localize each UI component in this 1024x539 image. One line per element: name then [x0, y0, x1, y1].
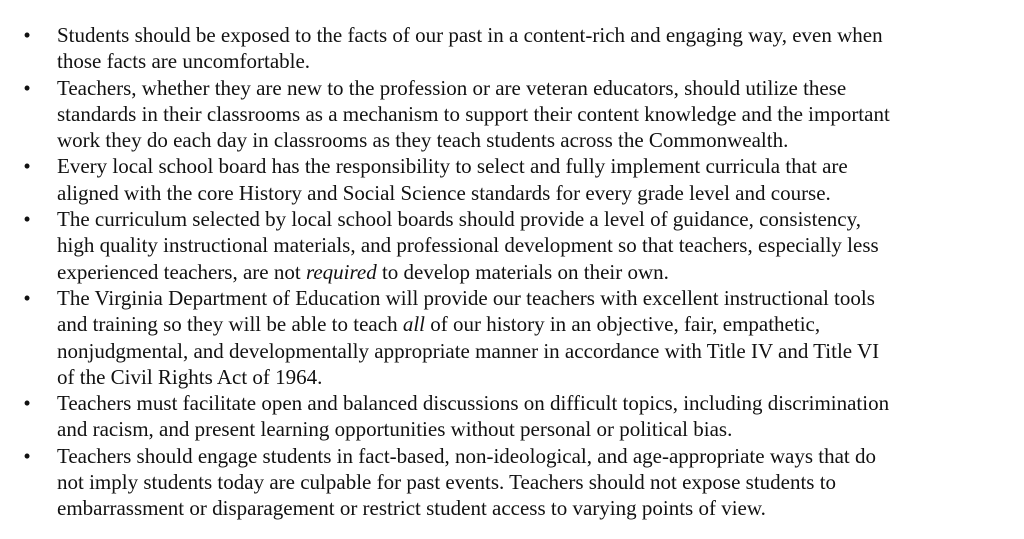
text-line: high quality instructional materials, and professional development so that teachers, especially less [57, 233, 879, 258]
text-line: work they do each day in classrooms as they teach students across the Commonwealth. [57, 128, 789, 153]
text-segment: to develop materials on their own. [376, 259, 669, 284]
list-item [0, 206, 1010, 285]
list-item [0, 22, 1010, 75]
text-line: of the Civil Rights Act of 1964. [57, 364, 323, 389]
text-line: Teachers must facilitate open and balanced discussions on difficult topics, including discrimination [57, 391, 890, 416]
bullet-icon: • [23, 154, 31, 179]
text-line: Every local school board has the responsibility to select and fully implement curricula that are [57, 154, 848, 179]
bullet-icon: • [23, 207, 31, 232]
text-line: those facts are uncomfortable. [57, 49, 311, 74]
bullet-icon: • [23, 443, 31, 468]
bullet-icon: • [23, 285, 31, 310]
list-item [0, 75, 1010, 154]
text-line: nonjudgmental, and developmentally appropriate manner in accordance with Title IV and Title VI [57, 338, 880, 363]
text-line: embarrassment or disparagement or restrict student access to varying points of view. [57, 496, 766, 521]
text-line: and racism, and present learning opportunities without personal or political bias. [57, 417, 733, 442]
emphasis-word: all [402, 312, 425, 337]
text-line: The Virginia Department of Education will provide our teachers with excellent instructional tools [57, 285, 875, 310]
bullet-icon: • [23, 23, 31, 47]
text-segment: of our history in an objective, fair, empathetic, [425, 312, 821, 337]
list-item [0, 443, 1010, 522]
text-segment: experienced teachers, are not [57, 259, 306, 284]
text-segment: and training so they will be able to teach [57, 312, 403, 337]
list-item [0, 285, 1010, 390]
list-item [0, 390, 1010, 443]
text-line: Teachers, whether they are new to the profession or are veteran educators, should utilize these [57, 75, 847, 100]
bullet-list [0, 22, 1010, 522]
text-line-emphasis [57, 311, 1010, 337]
bullet-icon: • [23, 75, 31, 100]
emphasis-word: required [305, 259, 377, 284]
text-line: Students should be exposed to the facts of our past in a content-rich and engaging way, even when [57, 23, 883, 47]
text-line: standards in their classrooms as a mechanism to support their content knowledge and the important [57, 101, 890, 126]
bullet-icon: • [23, 391, 31, 416]
text-line: The curriculum selected by local school boards should provide a level of guidance, consistency, [57, 207, 861, 232]
list-item [0, 153, 1010, 206]
text-line: aligned with the core History and Social Science standards for every grade level and course. [57, 180, 831, 205]
text-line-emphasis [57, 259, 1010, 285]
text-line: not imply students today are culpable for past events. Teachers should not expose students to [57, 470, 837, 495]
text-line: Teachers should engage students in fact-based, non-ideological, and age-appropriate ways that do [57, 443, 876, 468]
